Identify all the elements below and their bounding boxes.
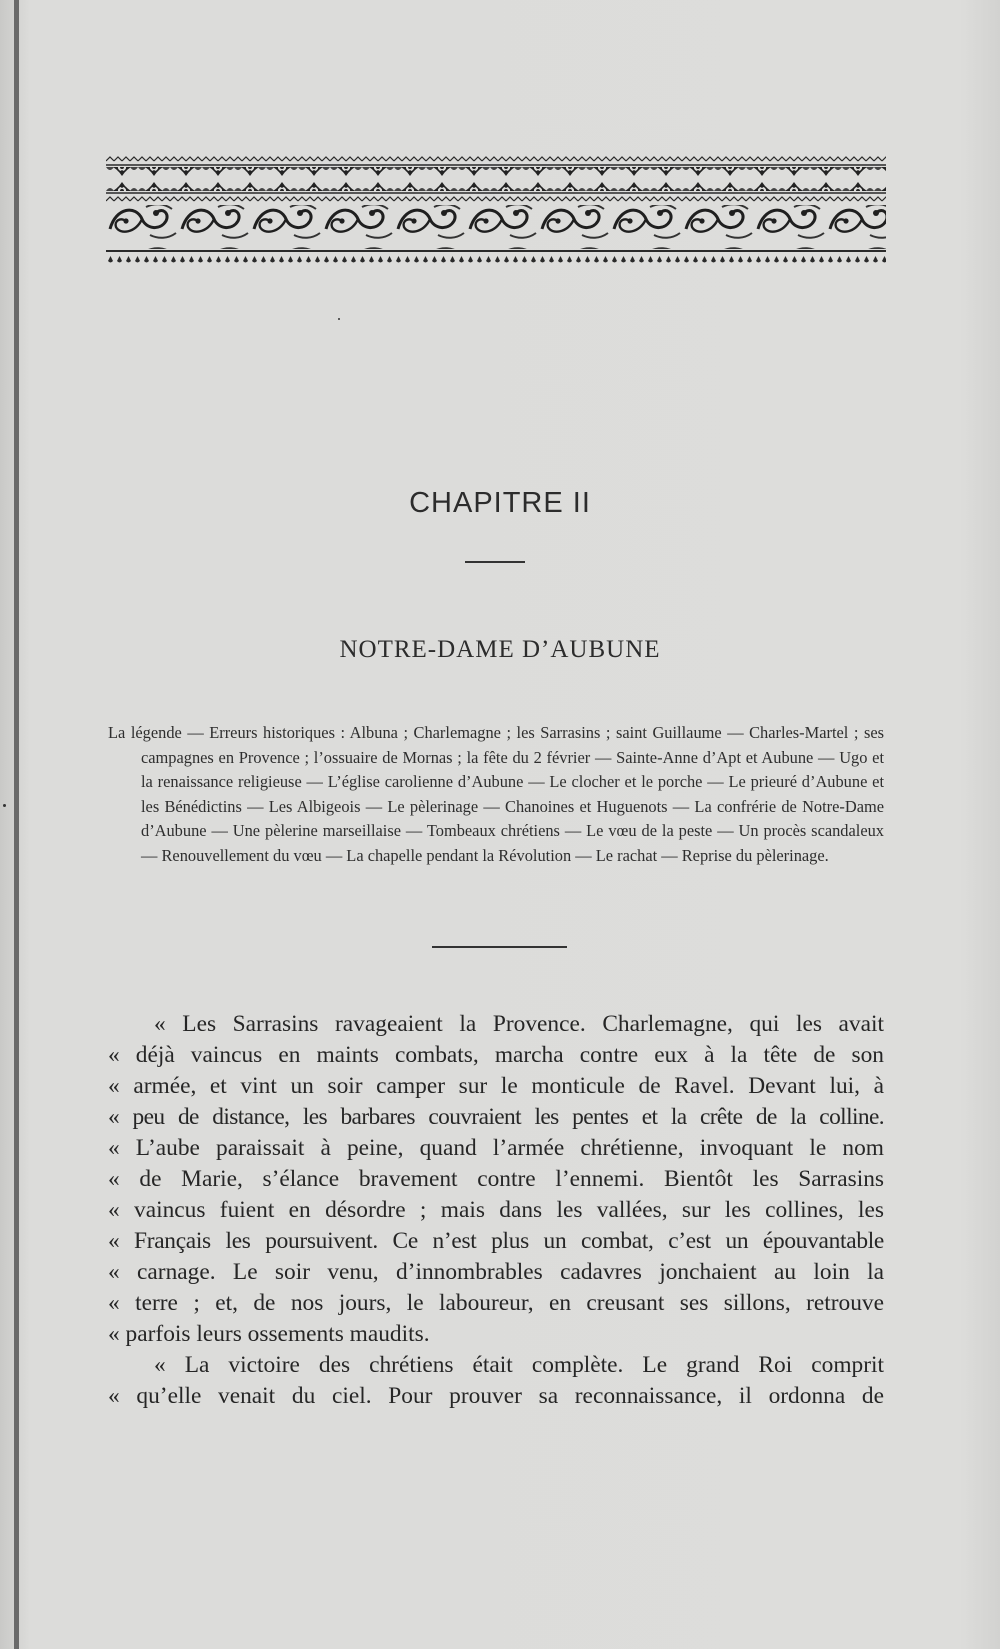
chapter-summary: La légende — Erreurs historiques : Albuna ; Charlemagne ; les Sarrasins ; saint Guillaume — Charles-Martel ; ses campagnes en Provence ; l’ossuaire de Mornas ; la fête du 2 février — Sainte-Anne d’Apt et Aubune — Ugo et la renaissance religieuse — L’église carolienne d’Aubune — Le clocher et le porche — Le prieuré d’Aubune et les Bénédictins — Les Albigeois — Le pèlerinage — Chanoines et Huguenots — La confrérie de Notre-Dame d’Aubune — Une pèlerine marseillaise — Tombeaux chrétiens — Le vœu de la peste — Un procès scandaleux — Renouvellement du vœu — La chapelle pendant la Révolution — Le rachat — Reprise du pèlerinage. <box>108 723 884 865</box>
title-divider <box>465 561 525 563</box>
page-spine-edge <box>14 0 19 1649</box>
body-line: « terre ; et, de nos jours, le laboureur, en creusant ses sillons, retrouve <box>108 1290 884 1316</box>
body-line: « qu’elle venait du ciel. Pour prouver sa reconnaissance, il ordonna de <box>108 1383 884 1409</box>
decorative-floral-border-icon <box>106 155 886 275</box>
body-line: « L’aube paraissait à peine, quand l’armée chrétienne, invoquant le nom <box>108 1135 884 1161</box>
section-divider <box>432 946 567 948</box>
body-line: « Les Sarrasins ravageaient la Provence. Charlemagne, qui les avait <box>154 1011 884 1037</box>
ink-speck <box>338 318 340 320</box>
body-line: « de Marie, s’élance bravement contre l’ennemi. Bientôt les Sarrasins <box>108 1166 884 1192</box>
body-line: « déjà vaincus en maints combats, marcha contre eux à la tête de son <box>108 1042 884 1068</box>
section-title: NOTRE-DAME D’AUBUNE <box>339 636 661 663</box>
body-line: « carnage. Le soir venu, d’innombrables cadavres jonchaient au loin la <box>108 1259 884 1285</box>
ink-speck <box>3 804 6 807</box>
chapter-title: CHAPITRE II <box>409 487 591 519</box>
body-line: « La victoire des chrétiens était complète. Le grand Roi comprit <box>154 1352 884 1378</box>
body-line: « parfois leurs ossements maudits. <box>108 1321 430 1347</box>
body-line: « armée, et vint un soir camper sur le monticule de Ravel. Devant lui, à <box>108 1073 884 1099</box>
body-text <box>108 1009 884 1412</box>
body-line: « Français les poursuivent. Ce n’est plus un combat, c’est un épouvantable <box>108 1228 884 1254</box>
body-line: « vaincus fuient en désordre ; mais dans les vallées, sur les collines, les <box>108 1197 884 1223</box>
body-line: « peu de distance, les barbares couvraient les pentes et la crête de la colline. <box>108 1104 884 1130</box>
